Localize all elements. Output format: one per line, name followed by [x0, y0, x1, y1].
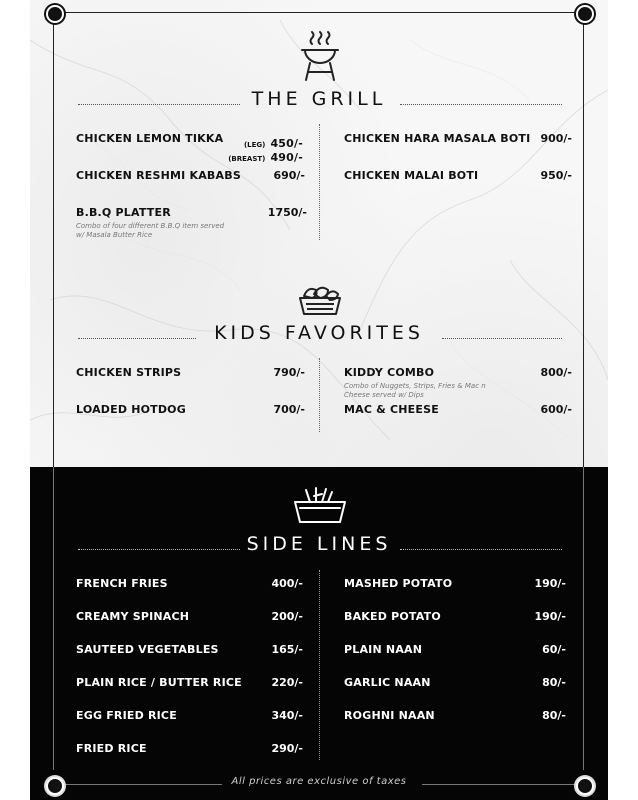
item-name: CHICKEN RESHMI KABABS: [76, 169, 241, 182]
left-frame-line-dark: [53, 467, 54, 770]
item-price: 165/-: [271, 643, 303, 656]
corner-dot-top-left: [46, 5, 64, 23]
menu-item: [344, 643, 566, 656]
kids-column-divider: [319, 358, 320, 432]
item-name: BAKED POTATO: [344, 610, 441, 623]
menu-item: [344, 403, 572, 416]
menu-item: [76, 169, 305, 182]
item-name: GARLIC NAAN: [344, 676, 431, 689]
item-price: 60/-: [542, 643, 566, 656]
item-name: CHICKEN MALAI BOTI: [344, 169, 479, 182]
item-name: CREAMY SPINACH: [76, 610, 190, 623]
right-frame-line-dark: [583, 467, 584, 770]
top-frame-line: [62, 12, 576, 13]
item-name: FRENCH FRIES: [76, 577, 168, 590]
fries-tray-icon: [292, 486, 348, 524]
menu-item: [76, 132, 223, 145]
item-price: 950/-: [540, 169, 572, 182]
item-name: CHICKEN STRIPS: [76, 366, 182, 379]
menu-item: [76, 403, 305, 416]
section-title-kids: KIDS FAVORITES: [214, 322, 424, 344]
item-name: MAC & CHEESE: [344, 403, 439, 416]
menu-item: [76, 577, 303, 590]
item-description: Combo of four different B.B.Q item served w/ Masala Butter Rice: [76, 222, 225, 239]
menu-item: [76, 643, 303, 656]
size-label: (BREAST): [228, 155, 266, 163]
item-price: 220/-: [271, 676, 303, 689]
item-price: 290/-: [271, 742, 303, 755]
menu-item: [344, 132, 572, 145]
menu-item: [76, 366, 305, 379]
sides-column-divider: [319, 570, 320, 760]
menu-item: [344, 709, 566, 722]
item-name: CHICKEN LEMON TIKKA: [76, 132, 224, 145]
bbq-grill-icon: [300, 30, 340, 82]
item-price: 790/-: [273, 366, 305, 379]
item-price: 700/-: [273, 403, 305, 416]
menu-item: [76, 676, 303, 689]
menu-item: [344, 366, 572, 400]
item-name: B.B.Q PLATTER: [76, 206, 171, 219]
item-price: 1750/-: [267, 206, 307, 219]
size-label: (LEG): [243, 141, 266, 149]
section-title-grill: THE GRILL: [251, 88, 387, 110]
item-name: KIDDY COMBO: [344, 366, 435, 379]
item-price: 340/-: [271, 709, 303, 722]
item-price: 200/-: [271, 610, 303, 623]
item-price: 450/-: [270, 137, 303, 150]
item-price: 80/-: [542, 709, 566, 722]
corner-dot-top-right: [576, 5, 594, 23]
nuggets-basket-icon: [298, 282, 342, 316]
menu-item: [76, 709, 303, 722]
grill-column-divider: [319, 124, 320, 240]
item-name: PLAIN NAAN: [344, 643, 423, 656]
section-title-sides: SIDE LINES: [246, 533, 392, 555]
item-price: 190/-: [534, 577, 566, 590]
footer-note: All prices are exclusive of taxes: [231, 776, 407, 787]
item-name: FRIED RICE: [76, 742, 147, 755]
item-price: 190/-: [534, 610, 566, 623]
item-price: 900/-: [540, 132, 572, 145]
item-name: SAUTEED VEGETABLES: [76, 643, 219, 656]
item-price: 400/-: [271, 577, 303, 590]
item-name: LOADED HOTDOG: [76, 403, 186, 416]
item-price: 800/-: [540, 366, 572, 379]
menu-item: [344, 676, 566, 689]
item-name: ROGHNI NAAN: [344, 709, 435, 722]
item-name: CHICKEN HARA MASALA BOTI: [344, 132, 531, 145]
size-price-row: [210, 146, 303, 165]
menu-item: [344, 169, 572, 182]
item-name: MASHED POTATO: [344, 577, 453, 590]
item-price: 600/-: [540, 403, 572, 416]
item-price: 80/-: [542, 676, 566, 689]
menu-item: [76, 742, 303, 755]
item-price: 690/-: [273, 169, 305, 182]
item-name: EGG FRIED RICE: [76, 709, 177, 722]
item-name: PLAIN RICE / BUTTER RICE: [76, 676, 242, 689]
item-price: 490/-: [270, 151, 303, 164]
menu-item: [76, 610, 303, 623]
item-description: Combo of Nuggets, Strips, Fries & Mac n Cheese served w/ Dips: [344, 382, 486, 399]
menu-item: [76, 206, 307, 240]
menu-item: [344, 577, 566, 590]
menu-item: [344, 610, 566, 623]
